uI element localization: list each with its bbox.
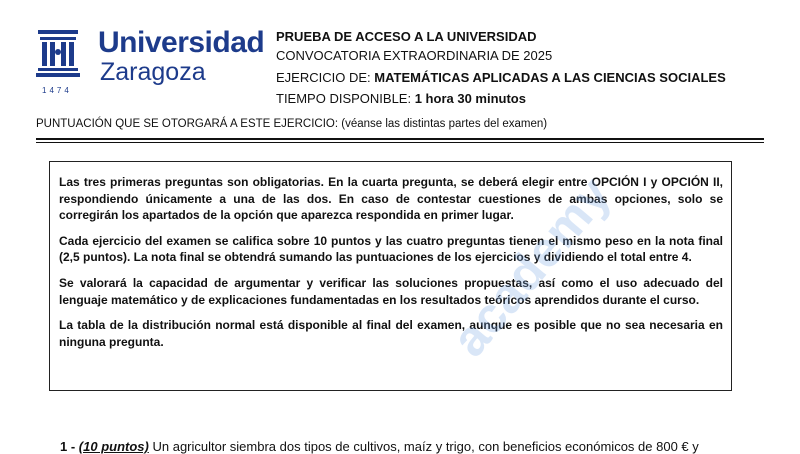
time-value: 1 hora 30 minutos (414, 91, 526, 106)
university-city: Zaragoza (100, 58, 206, 86)
instructions-box (49, 161, 732, 391)
university-name: Universidad (98, 26, 265, 59)
divider-thick (36, 138, 764, 140)
exam-title: PRUEBA DE ACCESO A LA UNIVERSIDAD (276, 29, 537, 44)
time-label: TIEMPO DISPONIBLE: (276, 91, 412, 106)
question-number: 1 - (60, 439, 76, 454)
instruction-paragraph: Se valorará la capacidad de argumentar y verificar las soluciones propuestas, así como el uso adecuado del lenguaje matemático y de explicaciones fundamentadas en los resultados teóricos aprendidos durante el curso. (59, 275, 723, 307)
university-logo (36, 24, 266, 96)
exam-time (276, 91, 526, 106)
exam-subject (276, 70, 726, 85)
founding-year: 1474 (42, 86, 72, 95)
instruction-paragraph: Cada ejercicio del examen se califica sobre 10 puntos y las cuatro preguntas tienen el mismo peso en la nota final (2,5 puntos). La nota final se obtendrá sumando las puntuaciones de los ejercicios y dividiendo el total entre 4. (59, 233, 723, 265)
instruction-paragraph: La tabla de la distribución normal está disponible al final del examen, aunque es posible que no sea necesaria en ninguna pregunta. (59, 318, 723, 349)
points-note: PUNTUACIÓN QUE SE OTORGARÁ A ESTE EJERCICIO: (véanse las distintas partes del examen) (36, 118, 548, 130)
exam-convocatoria: CONVOCATORIA EXTRAORDINARIA DE 2025 (276, 48, 553, 63)
instruction-paragraph: Las tres primeras preguntas son obligatorias. En la cuarta pregunta, se deberá elegir entre OPCIÓN I y OPCIÓN II, respondiendo únicamente a una de las dos. En caso de contestar cuestiones de ambas opciones, solo se corregirán los apartados de la opción que aparezca respondida en primer lugar. (59, 175, 723, 223)
subject-value: MATEMÁTICAS APLICADAS A LAS CIENCIAS SOCIALES (374, 70, 726, 85)
question-points: (10 puntos) (78, 439, 149, 454)
divider-thin (36, 142, 764, 143)
question-text: Un agricultor siembra dos tipos de cultivos, maíz y trigo, con beneficios económicos de 800 € y (152, 439, 699, 454)
watermark: academy (440, 166, 622, 367)
subject-label: EJERCICIO DE: (276, 70, 371, 85)
question-1 (60, 439, 699, 454)
university-crest-icon (36, 28, 80, 80)
